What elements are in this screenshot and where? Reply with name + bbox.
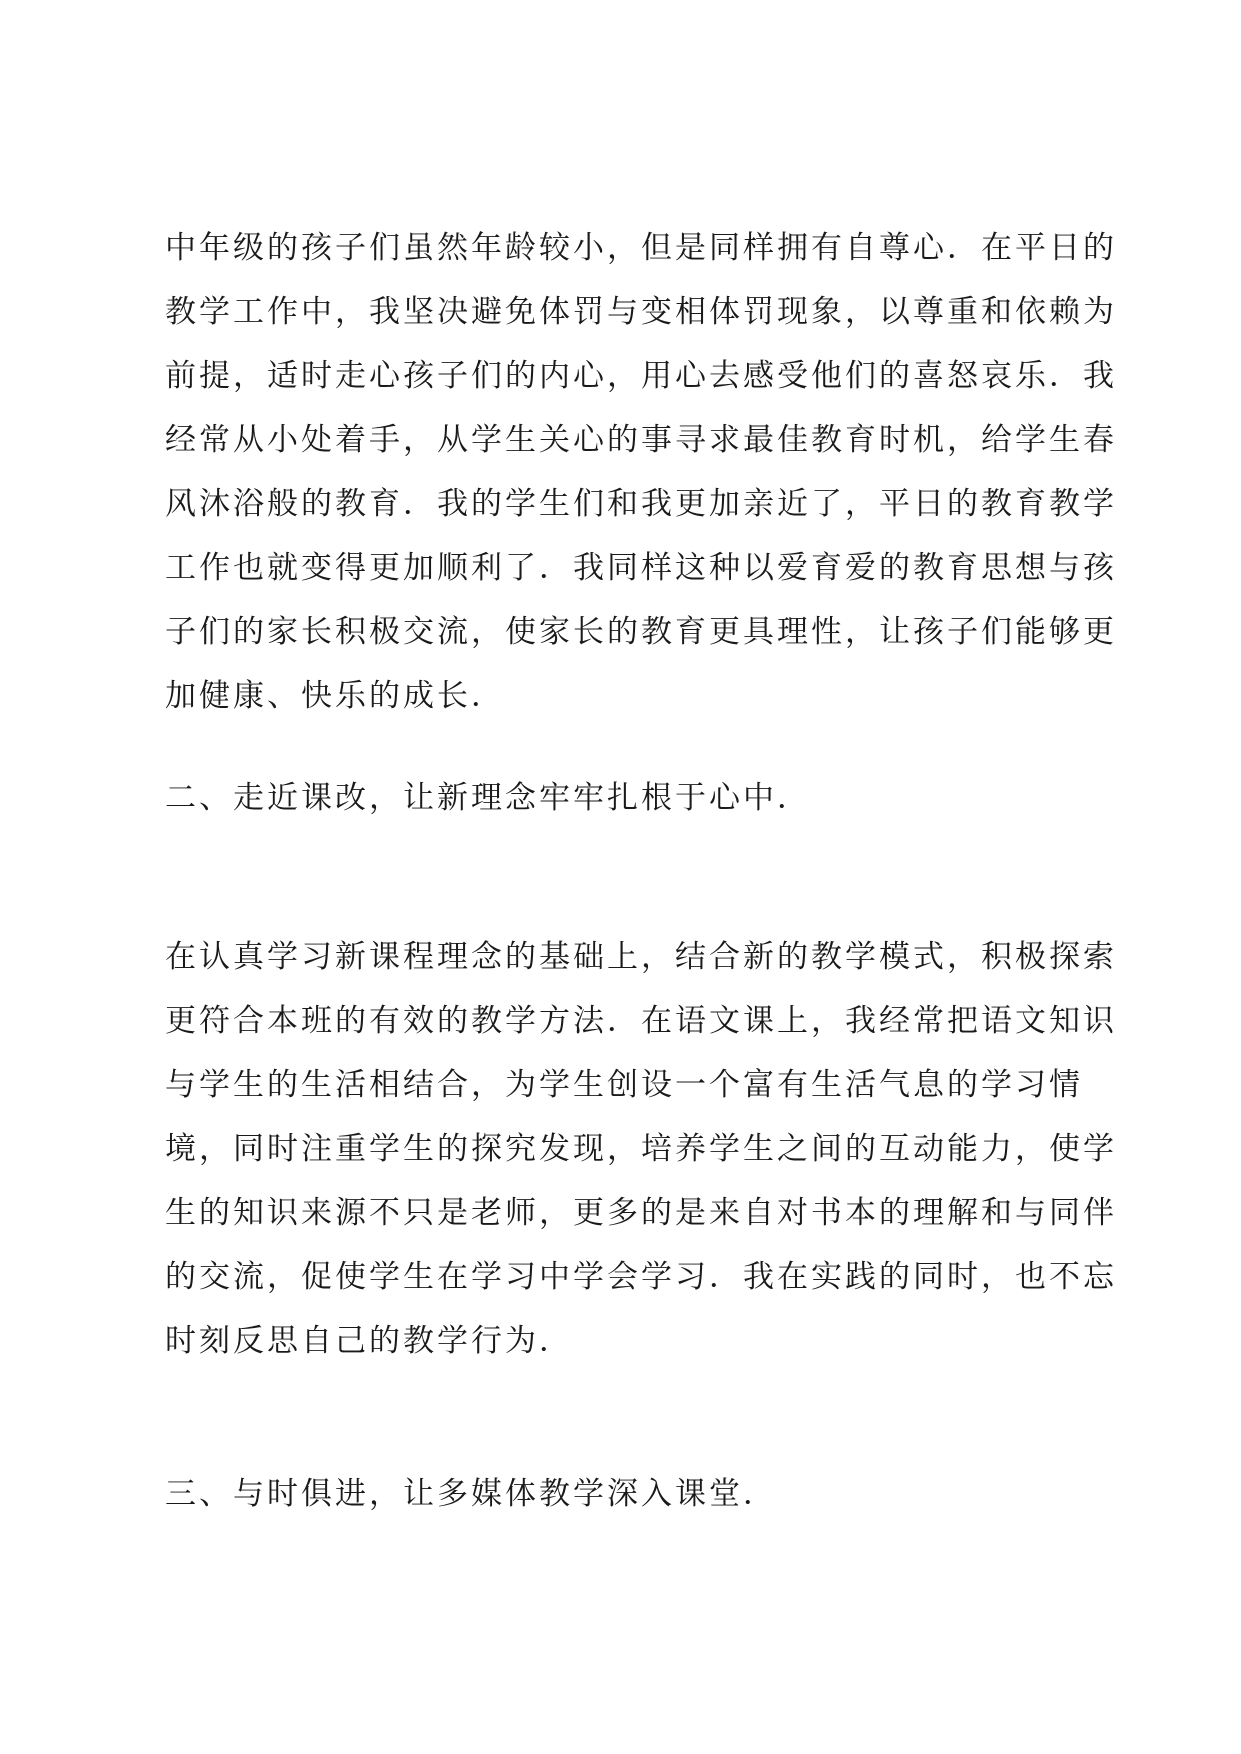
text-line: 风沐浴般的教育．我的学生们和我更加亲近了，平日的教育教学 <box>165 486 1117 522</box>
section-heading-3: 三、与时俱进，让多媒体教学深入课堂． <box>165 1476 777 1512</box>
text-line: 前提，适时走心孩子们的内心，用心去感受他们的喜怒哀乐．我 <box>165 358 1117 394</box>
text-line: 教学工作中，我坚决避免体罚与变相体罚现象，以尊重和依赖为 <box>165 294 1117 330</box>
text-line: 子们的家长积极交流，使家长的教育更具理性，让孩子们能够更 <box>165 614 1117 650</box>
text-line: 生的知识来源不只是老师，更多的是来自对书本的理解和与同伴 <box>165 1195 1117 1231</box>
text-line: 经常从小处着手，从学生关心的事寻求最佳教育时机，给学生春 <box>165 422 1117 458</box>
text-line: 加健康、快乐的成长． <box>165 678 505 714</box>
text-line: 中年级的孩子们虽然年龄较小，但是同样拥有自尊心．在平日的 <box>165 230 1117 266</box>
text-line: 的交流，促使学生在学习中学会学习．我在实践的同时，也不忘 <box>165 1259 1117 1295</box>
text-line: 时刻反思自己的教学行为． <box>165 1323 573 1359</box>
text-line: 工作也就变得更加顺利了．我同样这种以爱育爱的教育思想与孩 <box>165 550 1117 586</box>
text-line: 在认真学习新课程理念的基础上，结合新的教学模式，积极探索 <box>165 939 1117 975</box>
text-line: 更符合本班的有效的教学方法．在语文课上，我经常把语文知识 <box>165 1003 1117 1039</box>
section-heading-2: 二、走近课改，让新理念牢牢扎根于心中． <box>165 780 811 816</box>
text-line: 境，同时注重学生的探究发现，培养学生之间的互动能力，使学 <box>165 1131 1117 1167</box>
text-line: 与学生的生活相结合，为学生创设一个富有生活气息的学习情 <box>165 1067 1083 1103</box>
